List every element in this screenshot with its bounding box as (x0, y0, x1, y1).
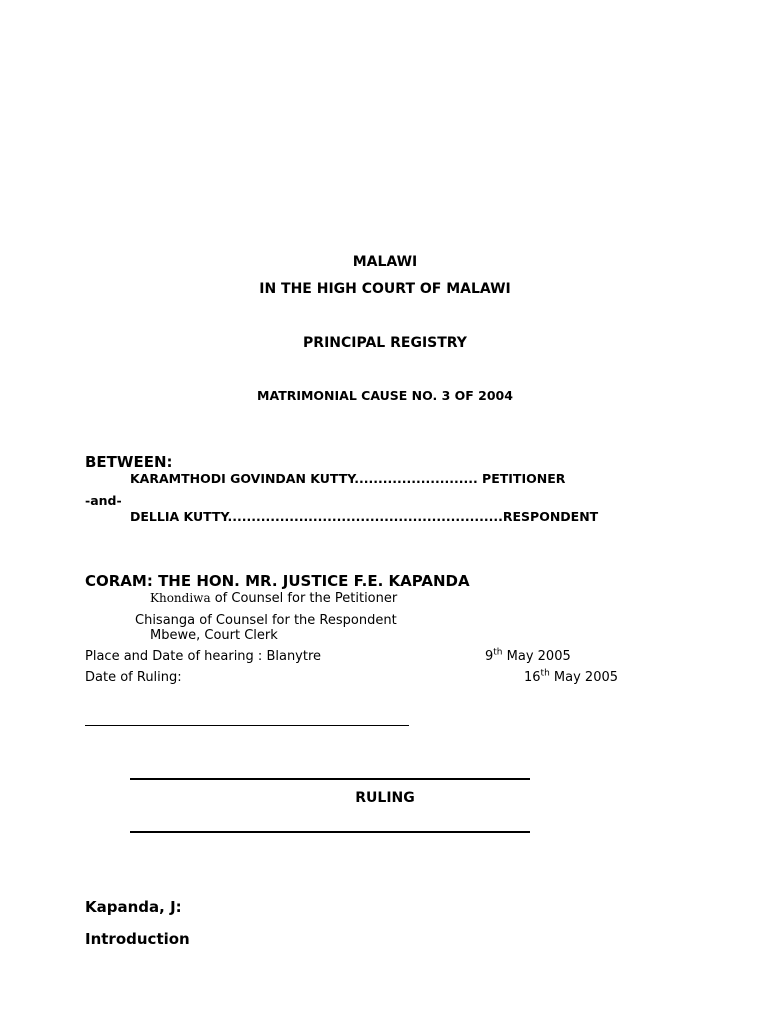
ruling-title: RULING (355, 790, 415, 806)
hearing-day-suffix: th (493, 647, 503, 658)
counsel-petitioner (150, 591, 397, 606)
hearing-place-label: Place and Date of hearing : Blanytre (85, 649, 322, 664)
and-label: -and- (85, 493, 122, 508)
ruling-day-suffix: th (540, 668, 550, 679)
separator-line (85, 725, 409, 726)
counsel-respondent: Chisanga of Counsel for the Respondent (135, 613, 397, 628)
ruling-top-rule (130, 778, 530, 780)
hearing-date (485, 649, 571, 664)
cause-number: MATRIMONIAL CAUSE NO. 3 OF 2004 (257, 388, 513, 403)
ruling-date (524, 670, 618, 685)
hearing-day: 9 (485, 649, 494, 664)
ruling-day: 16 (524, 670, 541, 685)
counsel-petitioner-role: of Counsel for the Petitioner (210, 591, 398, 606)
petitioner-line: KARAMTHODI GOVINDAN KUTTY.......................... PETITIONER (130, 471, 566, 486)
court-clerk: Mbewe, Court Clerk (150, 628, 278, 643)
ruling-bottom-rule (130, 831, 530, 833)
judge-name: Kapanda, J: (85, 898, 182, 916)
section-heading: Introduction (85, 930, 190, 948)
counsel-petitioner-name: Khondiwa (150, 591, 211, 605)
ruling-date-label: Date of Ruling: (85, 670, 182, 685)
hearing-month-year: May 2005 (502, 649, 571, 664)
country-heading: MALAWI (352, 254, 418, 270)
ruling-month-year: May 2005 (549, 670, 619, 685)
court-heading: IN THE HIGH COURT OF MALAWI (259, 281, 511, 297)
respondent-line: DELLIA KUTTY..........................................................RESPONDENT (130, 509, 599, 524)
coram-title: CORAM: THE HON. MR. JUSTICE F.E. KAPANDA (85, 572, 470, 590)
between-label: BETWEEN: (85, 453, 173, 471)
registry-heading: PRINCIPAL REGISTRY (303, 335, 467, 351)
